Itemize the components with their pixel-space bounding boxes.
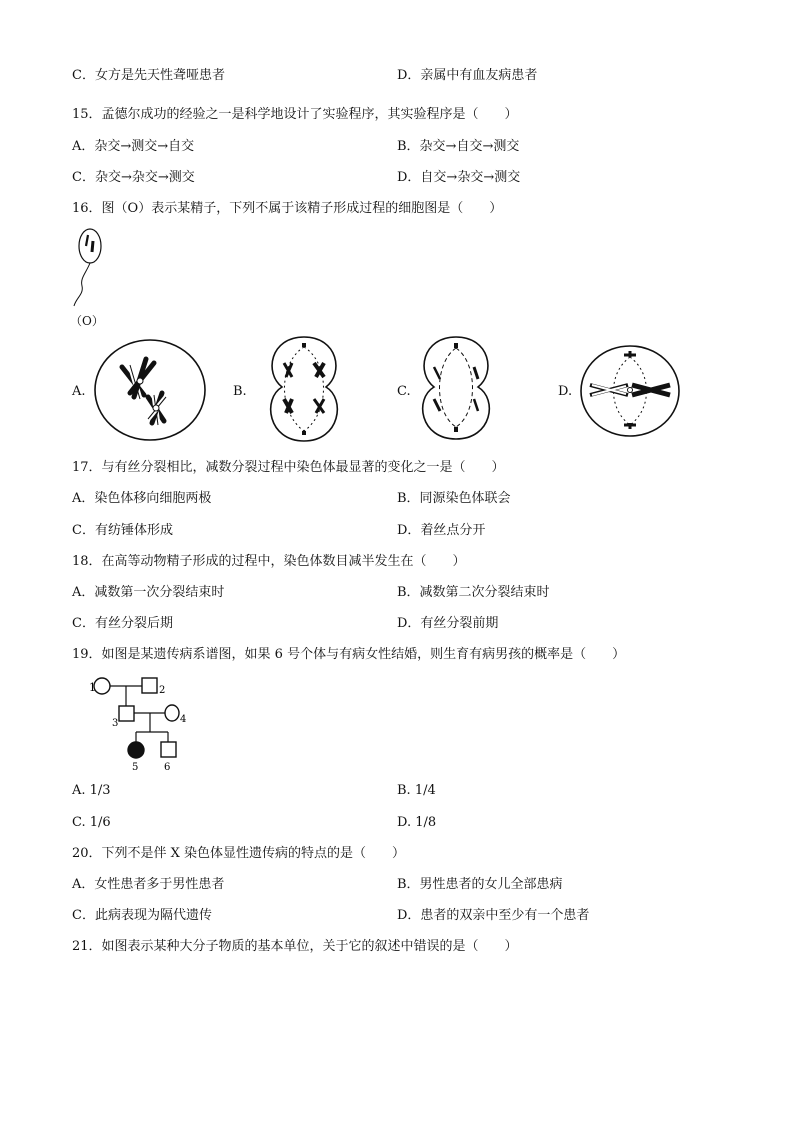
cell-b-figure	[258, 333, 350, 445]
pedigree-affected-female-5	[128, 742, 144, 758]
q15-option-b: B．杂交→自交→测交	[397, 139, 520, 154]
q19-option-b: B. 1/4	[397, 783, 436, 798]
cell-label-a: A.	[72, 384, 86, 399]
cell-b-spindle-left	[285, 347, 305, 431]
sperm-chromosome-2	[92, 241, 93, 252]
pedigree-male-2	[142, 678, 157, 693]
cell-label-c: C.	[397, 384, 411, 399]
q17-option-c: C．有纺锤体形成	[72, 523, 173, 538]
q20-stem: 20．下列不是伴 X 染色体显性遗传病的特点的是（ ）	[72, 846, 406, 861]
cell-d-figure	[578, 343, 682, 439]
cell-d-chromosome-left	[590, 385, 628, 395]
pedigree-number-1: 1	[89, 681, 96, 694]
q19-option-a: A. 1/3	[72, 783, 111, 798]
pedigree-number-5: 5	[132, 762, 139, 772]
q20-option-d: D．患者的双亲中至少有一个患者	[397, 908, 590, 923]
cell-a-tetrad-1	[122, 359, 154, 399]
q15-stem: 15．孟德尔成功的经验之一是科学地设计了实验程序，其实验程序是（ ）	[72, 107, 518, 122]
cell-b-spindle-right	[304, 347, 324, 431]
q17-stem: 17．与有丝分裂相比，减数分裂过程中染色体最显著的变化之一是（ ）	[72, 460, 505, 475]
pedigree-female-1	[94, 678, 110, 694]
cell-c-spindle-right	[456, 348, 473, 427]
cell-a-figure	[92, 337, 208, 443]
cell-label-d: D.	[558, 384, 573, 399]
q19-stem: 19．如图是某遗传病系谱图，如果 6 号个体与有病女性结婚，则生育有病男孩的概率是（ ）	[72, 647, 626, 662]
cell-d-centromere	[628, 388, 633, 393]
q17-option-d: D．着丝点分开	[397, 523, 486, 538]
q15-option-a: A．杂交→测交→自交	[72, 139, 195, 154]
q15-option-d: D．自交→杂交→测交	[397, 170, 521, 185]
cell-a-tetrad-2	[148, 393, 166, 425]
q14-option-d: D．亲属中有血友病患者	[397, 68, 538, 83]
pedigree-male-6	[161, 742, 176, 757]
q17-option-a: A．染色体移向细胞两极	[72, 491, 212, 506]
q15-option-c: C．杂交→杂交→测交	[72, 170, 195, 185]
cell-d-bottom-centriole	[624, 423, 636, 429]
q20-option-c: C．此病表现为隔代遗传	[72, 908, 212, 923]
q20-option-a: A．女性患者多于男性患者	[72, 877, 225, 892]
cell-b-upper-chromosomes	[284, 363, 324, 377]
cell-label-b: B.	[233, 384, 247, 399]
sperm-label: （O）	[70, 314, 104, 328]
cell-b-lower-chromosomes	[284, 399, 324, 413]
sperm-figure	[66, 226, 116, 316]
cell-b-membrane	[271, 337, 338, 441]
sperm-head	[79, 229, 101, 263]
q20-option-b: B．男性患者的女儿全部患病	[397, 877, 563, 892]
pedigree-number-6: 6	[164, 762, 171, 772]
q18-option-a: A．减数第一次分裂结束时	[72, 585, 225, 600]
cell-d-top-centriole	[624, 351, 636, 357]
pedigree-female-4	[165, 705, 179, 721]
q18-option-c: C．有丝分裂后期	[72, 616, 173, 631]
q18-option-b: B．减数第二次分裂结束时	[397, 585, 550, 600]
pedigree-figure	[80, 672, 200, 772]
cell-c-spindle-left	[440, 348, 457, 427]
q21-stem: 21．如图表示某种大分子物质的基本单位，关于它的叙述中错误的是（ ）	[72, 939, 518, 954]
cell-c-figure	[412, 333, 500, 443]
pedigree-number-3: 3	[112, 718, 119, 729]
cell-c-membrane	[423, 337, 490, 439]
q19-option-c: C. 1/6	[72, 815, 111, 830]
q14-option-c: C．女方是先天性聋哑患者	[72, 68, 225, 83]
q17-option-b: B．同源染色体联会	[397, 491, 511, 506]
q16-stem: 16．图（O）表示某精子，下列不属于该精子形成过程的细胞图是（ ）	[72, 201, 503, 216]
sperm-tail	[74, 263, 90, 306]
q18-option-d: D．有丝分裂前期	[397, 616, 499, 631]
pedigree-number-2: 2	[159, 685, 166, 696]
pedigree-number-4: 4	[180, 714, 187, 725]
q18-stem: 18．在高等动物精子形成的过程中，染色体数目减半发生在（ ）	[72, 554, 466, 569]
pedigree-male-3	[119, 706, 134, 721]
cell-a-membrane	[95, 340, 205, 440]
cell-d-chromosome-right	[632, 385, 670, 395]
sperm-chromosome-1	[86, 235, 88, 246]
q19-option-d: D. 1/8	[397, 815, 437, 830]
